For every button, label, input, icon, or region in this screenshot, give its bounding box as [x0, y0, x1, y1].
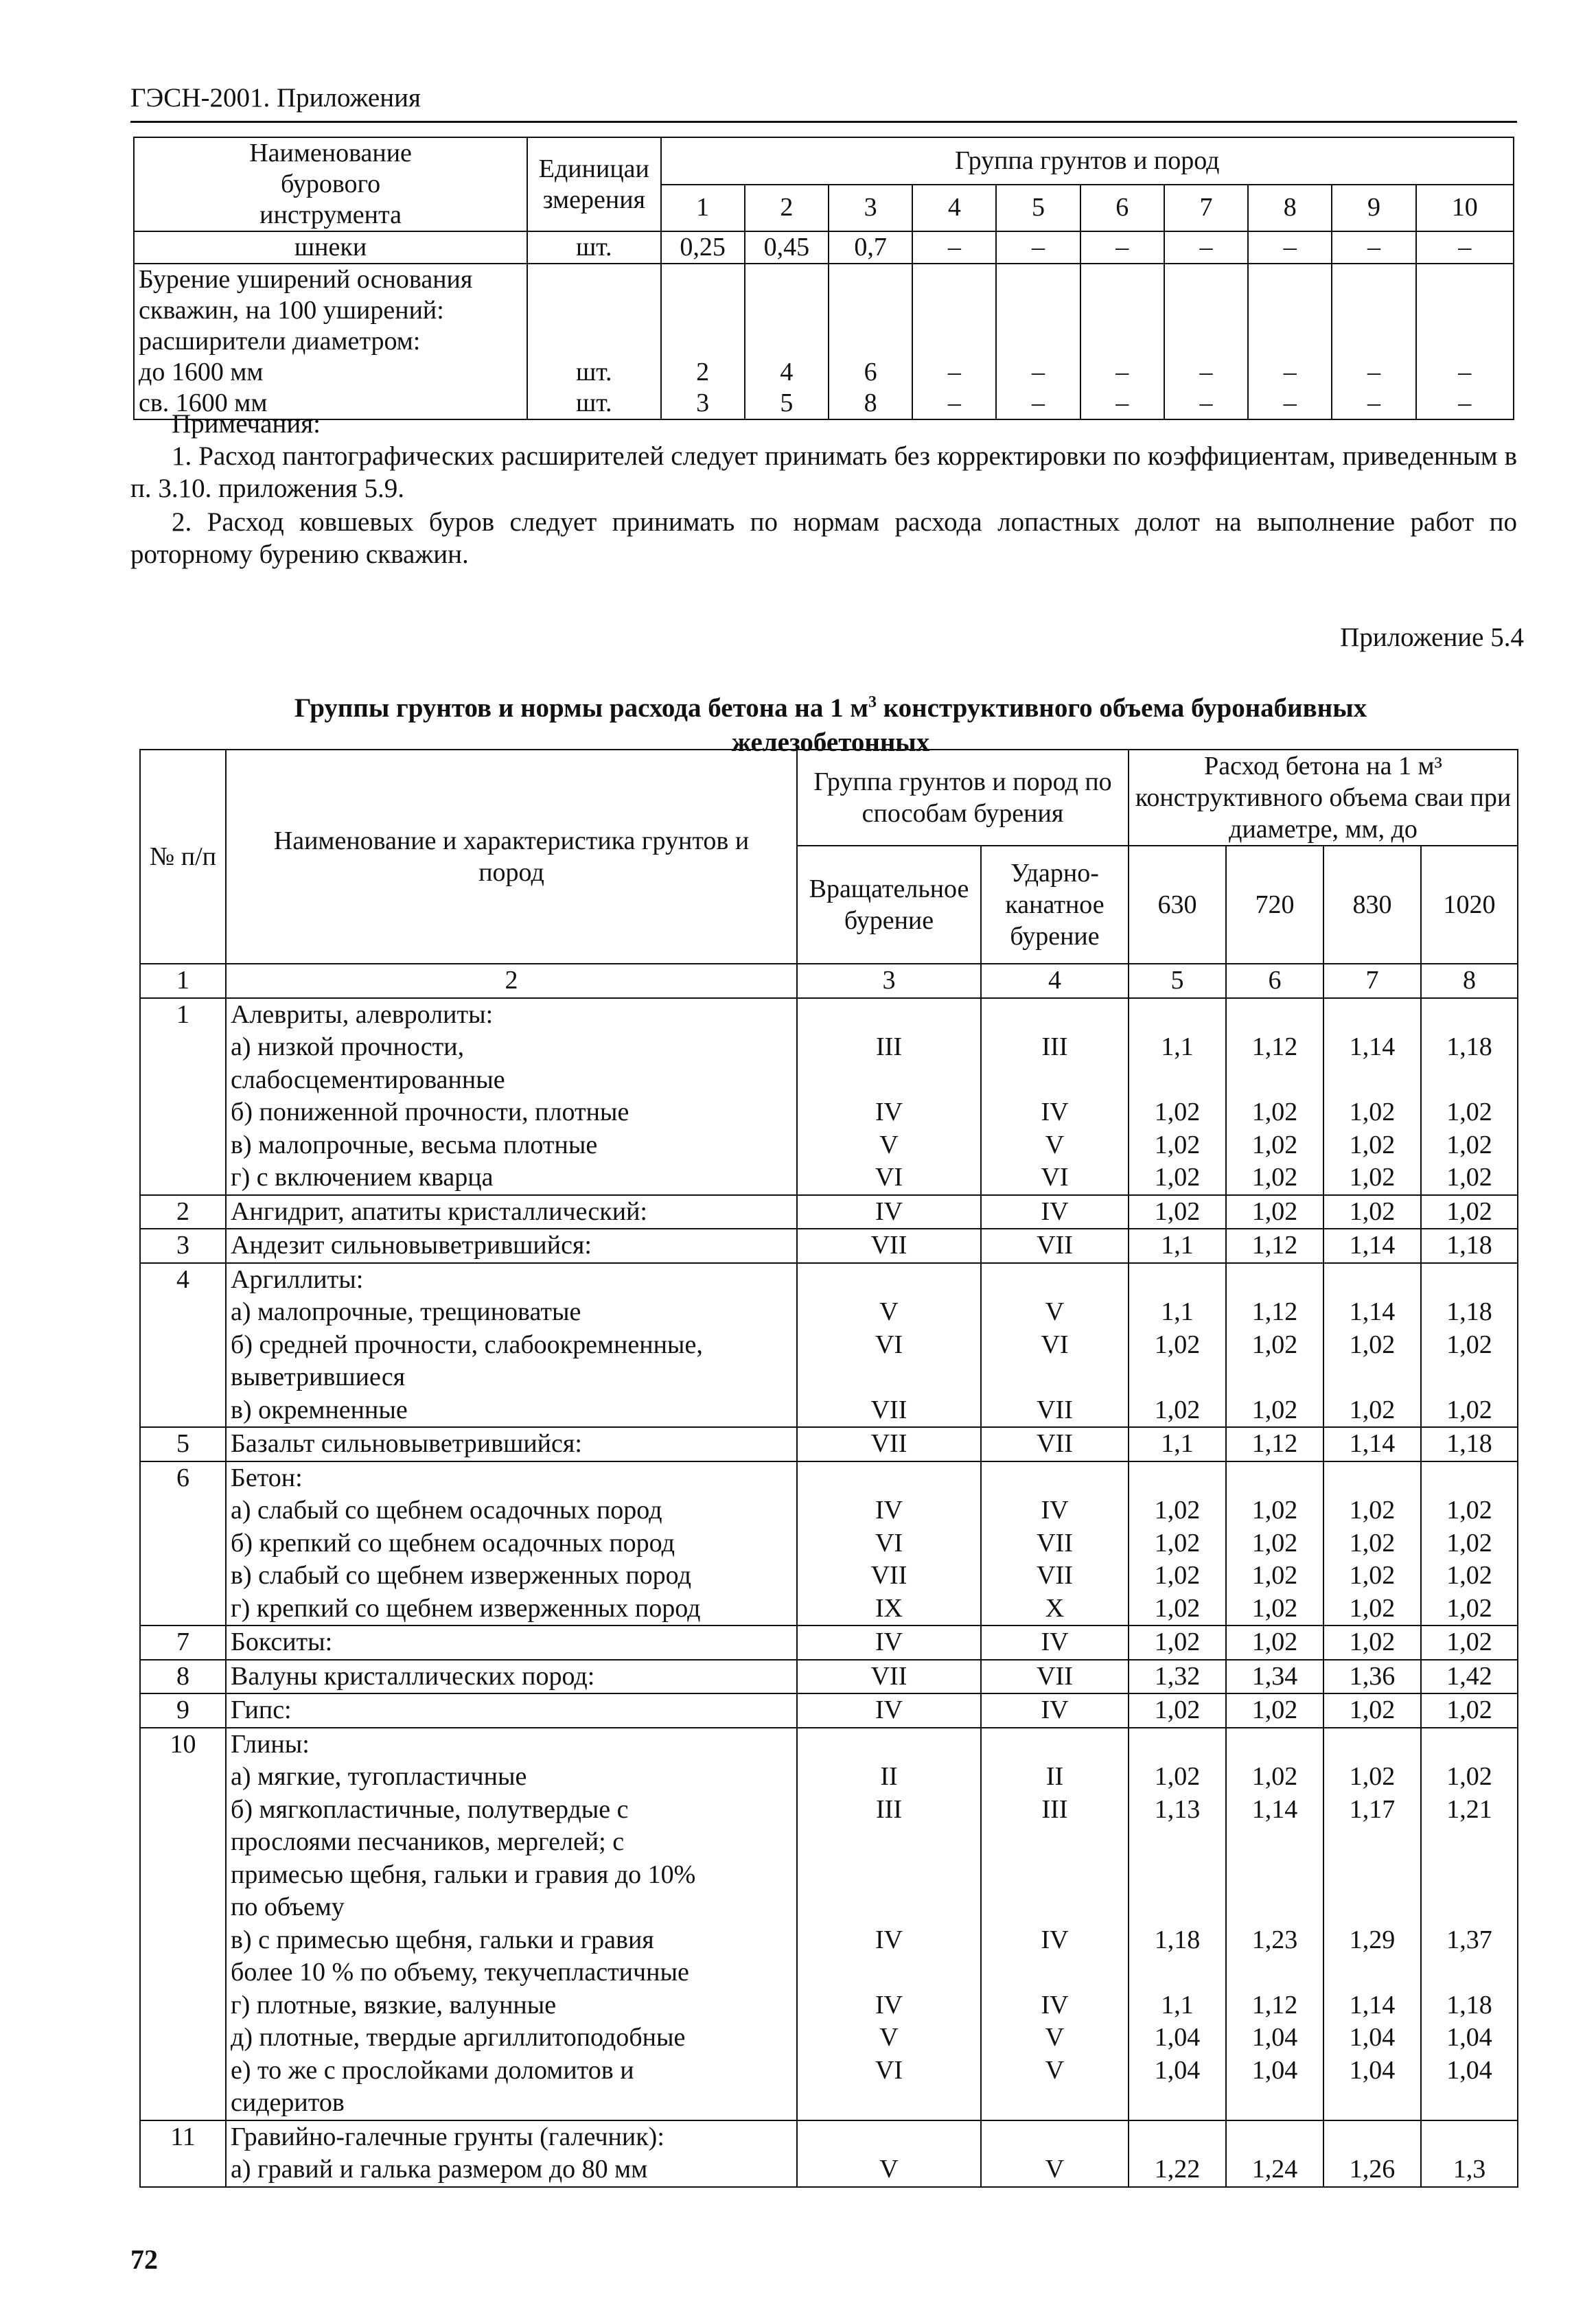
table1-body: [134, 231, 1514, 419]
table2-consumption-1020: [1421, 1625, 1518, 1660]
table2-consumption-830: [1323, 1660, 1421, 1694]
table2-group-percussion-text: IV: [1041, 1696, 1069, 1724]
table2-head-name: [226, 750, 797, 964]
table2-title-part2: конструктивного объема буронабивных железобетонных: [731, 693, 1367, 757]
table2-row-number: [140, 1728, 226, 2120]
table2-row-number: [140, 1625, 226, 1660]
table2-group-rotary-text: V VI VII: [870, 1297, 907, 1424]
table2-consumption-830-text: 1,26: [1349, 2155, 1396, 2184]
table2-consumption-1020: [1421, 2120, 1518, 2187]
table2-group-percussion-text: V VI VII: [1037, 1297, 1073, 1424]
notes-title: Примечания:: [172, 409, 321, 439]
table2-group-rotary-text: IV: [875, 1196, 903, 1226]
table2-group-rotary: [797, 1263, 981, 1428]
table2-consumption-720-text: 1,02 1,02 1,02 1,02: [1251, 1496, 1298, 1623]
table2-group-percussion: [981, 998, 1129, 1195]
table2-soil-name: [226, 1693, 797, 1728]
table2-row-number: [140, 1693, 226, 1728]
table2-soil-name: [226, 1625, 797, 1660]
table2-consumption-720-text: 1,12: [1251, 1429, 1298, 1458]
table1-head-unit: [527, 137, 660, 231]
table1-unit-text: шт.: [576, 233, 612, 262]
table1-row: [134, 264, 1514, 419]
table2-consumption-630: [1129, 2120, 1226, 2187]
table2-row-number: [140, 1229, 226, 1263]
table2-consumption-630: [1129, 1693, 1226, 1728]
table1-value-text: –: [947, 233, 961, 262]
table1-group-number: 10: [1416, 185, 1514, 232]
table1-tool-name-text: Бурение уширений основания скважин, на 100 уширений: расширители диаметром: до 1600 мм св. 1600 мм: [139, 265, 473, 417]
table2-soil-name-text: Бетон: а) слабый со щебнем осадочных пород б) крепкий со щебнем осадочных пород в) слабый со щебнем изверженных пород г) крепкий со щебнем изверженных пород: [231, 1463, 701, 1623]
table2-row-number-text: 9: [176, 1696, 189, 1724]
table1-value: [745, 231, 829, 264]
table2-row-number-text: 2: [176, 1196, 189, 1226]
table2-head-name-text: Наименование и характеристика грунтов и пород: [273, 826, 750, 887]
table1-group-number: 7: [1164, 185, 1248, 232]
table2-consumption-630-text: 1,02: [1154, 1628, 1201, 1656]
table2-consumption-720-text: 1,24: [1251, 2155, 1298, 2184]
table2-consumption-630: [1129, 1461, 1226, 1626]
table2-consumption-830-text: 1,36: [1349, 1661, 1396, 1691]
table2-consumption-630: [1129, 1427, 1226, 1461]
table1-group-number: 4: [912, 185, 996, 232]
table2-consumption-830-text: 1,02 1,17 1,29 1,14 1,04 1,04: [1349, 1762, 1396, 2085]
table2-row: [140, 1427, 1518, 1461]
table2-consumption-630: [1129, 1229, 1226, 1263]
table2-group-rotary: [797, 1427, 981, 1461]
table2-row-number-text: 4: [176, 1264, 189, 1294]
table2-consumption-830-text: 1,02: [1349, 1696, 1396, 1724]
table2-soil-name-text: Алевриты, алевролиты: а) низкой прочности, слабосцементированные б) пониженной прочности, плотные в) малопрочные, весьма плотные г) с включением кварца: [231, 999, 629, 1192]
table1-value-text: – –: [1032, 358, 1045, 417]
table2-consumption-1020: [1421, 1229, 1518, 1263]
table2-consumption-720-text: 1,02 1,14 1,23 1,12 1,04 1,04: [1251, 1762, 1298, 2085]
table2-row-number-text: 5: [176, 1429, 189, 1458]
table2-head-rotary: Вращательное бурение: [797, 846, 981, 964]
table2-row: [140, 1461, 1518, 1626]
table2-group-rotary: [797, 1693, 981, 1728]
table2-head-consumption: [1129, 750, 1518, 846]
table2-row: [140, 1625, 1518, 1660]
table1-value: [1332, 231, 1415, 264]
table1-head-name-text: Наименование бурового инструмента: [249, 139, 412, 229]
table2-diameter: 630: [1129, 846, 1226, 964]
table2-consumption-830: [1323, 1427, 1421, 1461]
table2-soil-name: [226, 2120, 797, 2187]
page-number: 72: [130, 2244, 158, 2275]
table2-soil-name-text: Гравийно-галечные грунты (галечник): а) гравий и галька размером до 80 мм: [231, 2122, 664, 2184]
table1-unit-text: шт. шт.: [576, 358, 612, 417]
table2-soil-name: [226, 1461, 797, 1626]
table2-consumption-720: [1226, 1427, 1323, 1461]
table2-consumption-830: [1323, 998, 1421, 1195]
table2-consumption-830: [1323, 1625, 1421, 1660]
table2-soil-name-text: Аргиллиты: а) малопрочные, трещиноватые б) средней прочности, слабоокремненные, выветрившиеся в) окремненные: [231, 1264, 703, 1424]
table2-row: [140, 2120, 1518, 2187]
table2-consumption-1020: [1421, 998, 1518, 1195]
table1-value: [1248, 264, 1332, 419]
table2-row-number: [140, 1660, 226, 1694]
table2-column-numbers-row: [140, 964, 1518, 998]
table2-consumption-720: [1226, 1461, 1323, 1626]
table2-consumption-720-text: 1,12: [1251, 1231, 1298, 1260]
table1-value: [996, 231, 1080, 264]
table2-consumption-1020: [1421, 1461, 1518, 1626]
note-item: 2. Расход ковшевых буров следует принимать по нормам расхода лопастных долот на выполнение работ по роторному бурению скважин.: [130, 507, 1517, 569]
table1-group-number: 3: [829, 185, 912, 232]
table2-consumption-1020-text: 1,3: [1453, 2155, 1486, 2184]
table2-soil-name: [226, 1195, 797, 1229]
table1-unit: [527, 264, 660, 419]
table2-consumption-720: [1226, 1229, 1323, 1263]
table2-group-percussion: [981, 1693, 1129, 1728]
table1-value: [829, 231, 912, 264]
table1-value-text: –: [1458, 233, 1472, 262]
table2-consumption-830: [1323, 1229, 1421, 1263]
table1-tool-name: [134, 231, 527, 264]
table1-group-number: 9: [1332, 185, 1415, 232]
table2-group-percussion-text: II III IV IV V V: [1041, 1762, 1069, 2085]
table2-row-number: [140, 1263, 226, 1428]
table2-consumption-830-text: 1,14: [1349, 1429, 1396, 1458]
table2-row: [140, 998, 1518, 1195]
table1-row: [134, 231, 1514, 264]
table1-group-number: 6: [1080, 185, 1164, 232]
table2-consumption-720-text: 1,02: [1251, 1196, 1298, 1226]
table2-consumption-830: [1323, 1263, 1421, 1428]
table1-unit: [527, 231, 660, 264]
table2-row-number: [140, 1195, 226, 1229]
table2-soil-name: [226, 1229, 797, 1263]
table2-consumption-1020-text: 1,18: [1446, 1429, 1492, 1458]
table2-group-rotary-text: II III IV IV V VI: [875, 1762, 903, 2085]
table1-value: [912, 231, 996, 264]
table2-consumption-630-text: 1,02: [1154, 1696, 1201, 1724]
table1-value-text: – –: [1458, 358, 1472, 417]
note-item: 1. Расход пантографических расширителей следует принимать без корректировки по коэффициентам, приведенным в п. 3.10. приложения 5.9.: [130, 441, 1517, 503]
table2-row: [140, 1229, 1518, 1263]
table2-consumption-1020-text: 1,18 1,02 1,02: [1446, 1297, 1492, 1424]
table2-group-rotary-text: IV VI VII IX: [870, 1496, 907, 1623]
table2-consumption-1020-text: 1,42: [1446, 1661, 1492, 1691]
table2-consumption-720-text: 1,12 1,02 1,02 1,02: [1251, 1032, 1298, 1192]
table2-consumption-1020: [1421, 1693, 1518, 1728]
table2-consumption-720: [1226, 1728, 1323, 2120]
table2-consumption-830: [1323, 1728, 1421, 2120]
table2-row: [140, 1263, 1518, 1428]
table1-value: [1416, 231, 1514, 264]
table2-consumption-630-text: 1,1 1,02 1,02: [1154, 1297, 1201, 1424]
table2-group-percussion-text: V: [1045, 2155, 1065, 2184]
table2-consumption-1020-text: 1,02 1,02 1,02 1,02: [1446, 1496, 1492, 1623]
table2-group-rotary: [797, 1229, 981, 1263]
table2-group-percussion: [981, 1229, 1129, 1263]
table1-value-text: – –: [947, 358, 961, 417]
table2-head-num: № п/п: [140, 750, 226, 964]
table2-group-rotary: [797, 1625, 981, 1660]
table2-consumption-630-text: 1,1: [1161, 1231, 1194, 1260]
table2-row-number-text: 10: [170, 1729, 196, 1759]
table2-consumption-1020-text: 1,02: [1446, 1696, 1492, 1724]
table2-soil-name: [226, 1263, 797, 1428]
table2-row-number: [140, 2120, 226, 2187]
table2-diameter: 830: [1323, 846, 1421, 964]
table1-value-text: – –: [1199, 358, 1213, 417]
running-title: ГЭСН-2001. Приложения: [130, 83, 421, 113]
table2-column-number: 5: [1129, 964, 1226, 998]
table2-group-rotary: [797, 1728, 981, 2120]
table2-group-percussion: [981, 2120, 1129, 2187]
table2-consumption-630-text: 1,02 1,13 1,18 1,1 1,04 1,04: [1154, 1762, 1201, 2085]
table2-consumption-1020: [1421, 1660, 1518, 1694]
table2-soil-name: [226, 1660, 797, 1694]
table2-soil-name-text: Бокситы:: [231, 1628, 333, 1656]
table2-consumption-1020-text: 1,02: [1446, 1196, 1492, 1226]
table2-group-rotary-text: V: [879, 2155, 899, 2184]
table2-consumption-630-text: 1,02: [1154, 1196, 1201, 1226]
table2-consumption-630: [1129, 1625, 1226, 1660]
table2-consumption-1020-text: 1,02: [1446, 1628, 1492, 1656]
table2-group-rotary: [797, 1660, 981, 1694]
table2-column-number: 8: [1421, 964, 1518, 998]
table2-column-number: 4: [981, 964, 1129, 998]
table1-head-group: Группа грунтов и пород: [661, 137, 1514, 185]
table2-group-percussion: [981, 1461, 1129, 1626]
table2-consumption-830-text: 1,14 1,02 1,02: [1349, 1297, 1396, 1424]
table2-title-part1: Группы грунтов и нормы расхода бетона на 1 м: [294, 693, 868, 723]
table2-column-number: 6: [1226, 964, 1323, 998]
table2-row-number-text: 11: [170, 2122, 196, 2151]
table2-consumption-830: [1323, 1693, 1421, 1728]
header-rule: [130, 121, 1517, 123]
table2-consumption-720: [1226, 1660, 1323, 1694]
table2-row-number-text: 1: [176, 999, 189, 1029]
table1-value-text: – –: [1367, 358, 1380, 417]
table1-value: [745, 264, 829, 419]
table2-row: [140, 1693, 1518, 1728]
table1-value: [1080, 264, 1164, 419]
table2-consumption-720-text: 1,02: [1251, 1696, 1298, 1724]
table2-row: [140, 1660, 1518, 1694]
table2-row-number: [140, 998, 226, 1195]
table2-group-rotary: [797, 1195, 981, 1229]
table1-head-unit-text: Единицаи змерения: [538, 154, 649, 214]
table2-group-rotary-text: IV: [875, 1696, 903, 1724]
table1-value-text: 6 8: [864, 358, 877, 417]
table2-group-percussion: [981, 1660, 1129, 1694]
notes-block: [130, 408, 1517, 572]
drilling-tools-table: [133, 137, 1514, 420]
table2-row: [140, 1728, 1518, 2120]
table1-tool-name: [134, 264, 527, 419]
table2-consumption-630-text: 1,32: [1154, 1661, 1201, 1691]
table2-consumption-1020: [1421, 1427, 1518, 1461]
table2-group-rotary: [797, 998, 981, 1195]
table2-group-rotary-text: IV: [875, 1628, 903, 1656]
table2-head-consumption-text: Расход бетона на 1 м³ конструктивного объема сваи при диаметре, мм, до: [1135, 752, 1512, 844]
table2-group-rotary-text: III IV V VI: [875, 1032, 903, 1192]
table2-consumption-720: [1226, 1195, 1323, 1229]
table2-row-number-text: 8: [176, 1661, 189, 1691]
table2-group-rotary-text: VII: [870, 1429, 907, 1458]
table2-group-percussion-text: IV: [1041, 1628, 1069, 1656]
table1-value: [1248, 231, 1332, 264]
table2-consumption-720-text: 1,34: [1251, 1661, 1298, 1691]
table2-group-rotary: [797, 1461, 981, 1626]
table1-value-text: –: [1367, 233, 1380, 262]
table2-soil-name-text: Андезит сильновыветрившийся:: [231, 1231, 592, 1260]
table2-soil-name-text: Ангидрит, апатиты кристаллический:: [231, 1196, 647, 1226]
table2-consumption-630: [1129, 998, 1226, 1195]
table2-title-sup: 3: [868, 693, 877, 711]
table1-value-text: – –: [1283, 358, 1297, 417]
table2-group-percussion-text: IV: [1041, 1196, 1069, 1226]
table1-head-name: [134, 137, 527, 231]
table1-group-number: 2: [745, 185, 829, 232]
table2-consumption-720: [1226, 1263, 1323, 1428]
table2-header-row: [140, 750, 1518, 846]
table2-row-number-text: 7: [176, 1628, 189, 1656]
table2-consumption-1020: [1421, 1263, 1518, 1428]
table2-group-percussion-text: IV VII VII X: [1037, 1496, 1073, 1623]
table2-consumption-720: [1226, 998, 1323, 1195]
table2-consumption-630: [1129, 1195, 1226, 1229]
table2-group-percussion-text: III IV V VI: [1041, 1032, 1069, 1192]
table2-soil-name-text: Валуны кристаллических пород:: [231, 1661, 595, 1691]
table2-soil-name-text: Гипс:: [231, 1696, 292, 1724]
table2-soil-name-text: Глины: а) мягкие, тугопластичные б) мягкопластичные, полутвердые с прослоями песчаников, мергелей; с примесью щебня, гальки и гравия до 10% по объему в) с примесью щебня, гальки и гравия более 10 % по объему, текучепластичные г) плотные, вязкие, валунные д) плотные, твердые аргиллитоподобные е) то же с прослойками доломитов и сидеритов: [231, 1729, 696, 2117]
table2-row-number: [140, 1427, 226, 1461]
table2-consumption-630-text: 1,1 1,02 1,02 1,02: [1154, 1032, 1201, 1192]
table2-consumption-720-text: 1,12 1,02 1,02: [1251, 1297, 1298, 1424]
table2-row-number-text: 6: [176, 1463, 189, 1492]
table1-value-text: –: [1283, 233, 1297, 262]
table1-value: [912, 264, 996, 419]
table2-column-number: 1: [140, 964, 226, 998]
table1-value: [1164, 231, 1248, 264]
table2-consumption-630: [1129, 1728, 1226, 2120]
table2-head-percussion: Ударно-канатное бурение: [981, 846, 1129, 964]
table1-value-text: –: [1199, 233, 1213, 262]
table1-value-text: 0,7: [854, 233, 887, 262]
table1-group-number: 8: [1248, 185, 1332, 232]
table2-group-percussion-text: VII: [1037, 1661, 1073, 1691]
table2-soil-name: [226, 1427, 797, 1461]
table2-consumption-720-text: 1,02: [1251, 1628, 1298, 1656]
table2-group-percussion-text: VII: [1037, 1231, 1073, 1260]
table2-consumption-720: [1226, 2120, 1323, 2187]
table1-group-number: 1: [661, 185, 745, 232]
table1-value: [996, 264, 1080, 419]
table2-soil-name: [226, 1728, 797, 2120]
table2-group-rotary-text: VII: [870, 1231, 907, 1260]
table2-row-number: [140, 1461, 226, 1626]
appendix-label: Приложение 5.4: [1340, 623, 1524, 652]
table2-diameter: 720: [1226, 846, 1323, 964]
table1-value: [1416, 264, 1514, 419]
table1-value-text: 4 5: [780, 358, 794, 417]
table2-group-percussion-text: VII: [1037, 1429, 1073, 1458]
table2-column-number: 2: [226, 964, 797, 998]
table2-column-number: 3: [797, 964, 981, 998]
table2-consumption-830-text: 1,02: [1349, 1196, 1396, 1226]
table2-row: [140, 1195, 1518, 1229]
table1-value-text: 0,25: [680, 233, 726, 262]
table2-group-percussion: [981, 1195, 1129, 1229]
table2-soil-name-text: Базальт сильновыветрившийся:: [231, 1429, 582, 1458]
table2-consumption-830-text: 1,02: [1349, 1628, 1396, 1656]
table2-head-group-text: Группа грунтов и пород по способам бурения: [813, 767, 1112, 828]
table1-value: [661, 231, 745, 264]
table2-row-number-text: 3: [176, 1231, 189, 1260]
table2-consumption-630-text: 1,22: [1154, 2155, 1201, 2184]
table2-group-rotary-text: VII: [870, 1661, 907, 1691]
table1-group-number: 5: [996, 185, 1080, 232]
table2-consumption-720: [1226, 1693, 1323, 1728]
table2-body: [140, 998, 1518, 2187]
table2-consumption-830-text: 1,14 1,02 1,02 1,02: [1349, 1032, 1396, 1192]
table1-value: [1332, 264, 1415, 419]
table2-consumption-630-text: 1,02 1,02 1,02 1,02: [1154, 1496, 1201, 1623]
table2-consumption-720: [1226, 1625, 1323, 1660]
table1-header-row: [134, 137, 1514, 185]
table2-group-rotary: [797, 2120, 981, 2187]
table2-soil-name: [226, 998, 797, 1195]
table2-consumption-830: [1323, 1461, 1421, 1626]
table1-value-text: – –: [1115, 358, 1129, 417]
table2-column-number: 7: [1323, 964, 1421, 998]
table2-consumption-1020-text: 1,18: [1446, 1231, 1492, 1260]
table2-group-percussion: [981, 1427, 1129, 1461]
table2-consumption-1020-text: 1,18 1,02 1,02 1,02: [1446, 1032, 1492, 1192]
table1-value-text: –: [1032, 233, 1045, 262]
soil-groups-concrete-table: [139, 749, 1518, 2188]
table1-value-text: –: [1115, 233, 1129, 262]
table2-consumption-830-text: 1,14: [1349, 1231, 1396, 1260]
table2-diameter: 1020: [1421, 846, 1518, 964]
table2-consumption-1020: [1421, 1728, 1518, 2120]
table2-group-percussion: [981, 1625, 1129, 1660]
table1-value: [1164, 264, 1248, 419]
table1-value-text: 2 3: [696, 358, 710, 417]
table2-consumption-630: [1129, 1263, 1226, 1428]
table2-consumption-1020-text: 1,02 1,21 1,37 1,18 1,04 1,04: [1446, 1762, 1492, 2085]
table2-consumption-1020: [1421, 1195, 1518, 1229]
table2-group-percussion: [981, 1728, 1129, 2120]
table2-group-percussion: [981, 1263, 1129, 1428]
table1-value: [829, 264, 912, 419]
table1-tool-name-text: шнеки: [294, 233, 367, 262]
table2-consumption-830: [1323, 1195, 1421, 1229]
table1-value: [1080, 231, 1164, 264]
table1-value-text: 0,45: [763, 233, 810, 262]
table2-consumption-830-text: 1,02 1,02 1,02 1,02: [1349, 1496, 1396, 1623]
table1-value: [661, 264, 745, 419]
table2-head-group: [797, 750, 1129, 846]
table2-consumption-830: [1323, 2120, 1421, 2187]
table2-consumption-630: [1129, 1660, 1226, 1694]
table2-consumption-630-text: 1,1: [1161, 1429, 1194, 1458]
